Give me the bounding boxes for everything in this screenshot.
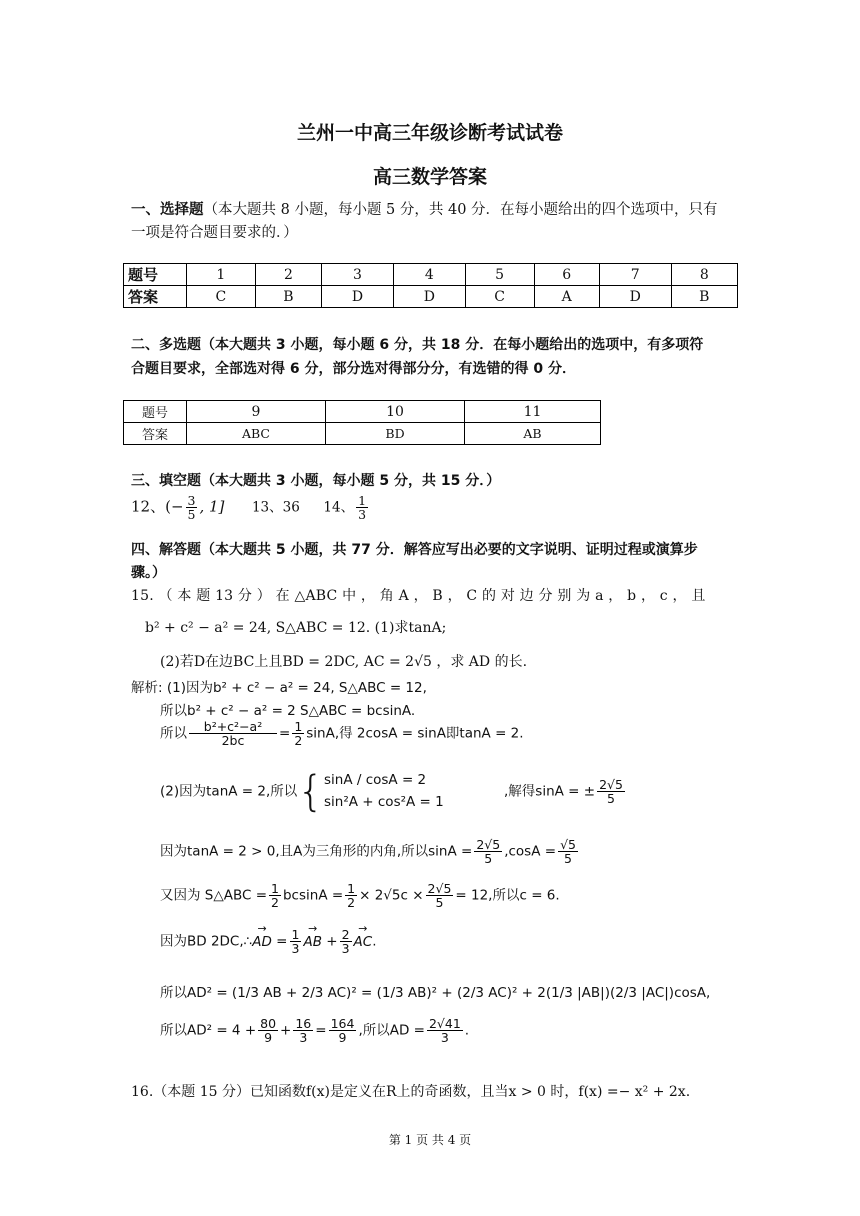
table-cell: 9 <box>187 401 326 423</box>
table-cell: 1 <box>187 264 256 286</box>
equation-system <box>324 770 474 813</box>
text: + <box>280 1022 292 1039</box>
table-cell: C <box>465 286 534 308</box>
vector: → AC <box>354 934 373 950</box>
fraction <box>269 882 281 909</box>
numerator: 1 <box>291 927 300 942</box>
page-title: 兰州一中高三年级诊断考试试卷 <box>296 122 563 144</box>
solution-line8: 所以AD² = (1/3 AB + 2/3 AC)² = (1/3 AB)² + (2/3 AC)² + 2(1/3 |AB|)(2/3 |AC|)cosA, <box>160 985 711 1001</box>
table-cell: ABC <box>187 423 326 445</box>
fraction <box>189 720 277 747</box>
fraction <box>293 1017 313 1044</box>
q13-answer: 13、36 <box>251 499 300 516</box>
section1-line1 <box>131 198 718 219</box>
denominator: 3 <box>440 1030 449 1046</box>
page-footer: 第 1 页 共 4 页 <box>388 1133 472 1147</box>
fraction <box>597 778 625 805</box>
text: = <box>315 1022 327 1039</box>
brace-glyph: { <box>297 766 324 816</box>
section2-line1: 二、多选题（本大题共 3 小题，每小题 6 分，共 18 分．在每小题给出的选项中，有多项符 <box>131 337 704 353</box>
table-cell: 8 <box>671 264 737 286</box>
equation: sinA / cosA = 2 <box>324 772 427 788</box>
vector: → AB <box>303 934 322 950</box>
denominator: 9 <box>264 1030 273 1046</box>
table-cell: B <box>255 286 321 308</box>
text: (2)因为tanA = 2,所以 <box>160 783 298 800</box>
text: ,所以AD = <box>358 1022 425 1039</box>
fraction <box>340 928 352 955</box>
solution-line3 <box>160 720 524 747</box>
row-label: 题号 <box>124 401 187 423</box>
section4-line1: 四、解答题（本大题共 5 小题，共 77 分．解答应写出必要的文字说明、证明过程或演算步 <box>131 542 698 558</box>
table-cell: 2 <box>255 264 321 286</box>
q12-fraction <box>186 494 198 521</box>
page-subtitle: 高三数学答案 <box>372 166 487 188</box>
table-cell: A <box>534 286 599 308</box>
table-row <box>124 286 738 308</box>
text: + <box>321 933 338 950</box>
solution-line4 <box>160 766 627 816</box>
multi-answer-table <box>123 400 601 445</box>
numerator: 1 <box>358 493 367 508</box>
solution-line9 <box>160 1017 469 1044</box>
text: ,解得sinA = ± <box>504 783 596 800</box>
numerator: 164 <box>330 1016 355 1031</box>
denominator: 2 <box>271 895 279 911</box>
fraction <box>290 928 302 955</box>
row-label: 答案 <box>124 286 187 308</box>
text: 所以 <box>160 725 187 742</box>
solution-line2: 所以b² + c² − a² = 2 S△ABC = bcsinA. <box>160 703 416 719</box>
solution-line5 <box>160 838 580 865</box>
denominator: 2bc <box>221 733 245 749</box>
numerator: 1 <box>294 719 303 734</box>
text: × 2√5c × <box>359 887 424 904</box>
vector: → AD <box>252 934 272 950</box>
row-label: 答案 <box>124 423 187 445</box>
numerator: 80 <box>260 1016 277 1031</box>
denominator: 5 <box>187 507 196 523</box>
denominator: 2 <box>294 733 303 749</box>
denominator: 5 <box>435 895 444 911</box>
numerator: 1 <box>347 881 356 896</box>
row-label: 题号 <box>124 264 187 286</box>
solution-line7 <box>160 928 376 955</box>
text: . <box>372 933 377 950</box>
text: = <box>279 725 291 742</box>
numerator: 1 <box>271 881 279 896</box>
denominator: 3 <box>299 1030 308 1046</box>
q14-label: 14、 <box>323 499 355 516</box>
section4-line2: 骤。） <box>131 565 166 581</box>
q15-stem-line2: b² + c² − a² = 24, S△ABC = 12. (1)求tanA; <box>145 620 447 636</box>
fraction <box>558 838 578 865</box>
table-cell: 4 <box>393 264 465 286</box>
denominator: 9 <box>338 1030 347 1046</box>
section2-line2: 合题目要求，全部选对得 6 分，部分选对得部分分，有选错的得 0 分． <box>131 361 576 377</box>
fraction <box>427 1017 463 1044</box>
fraction <box>345 882 357 909</box>
table-cell: 5 <box>465 264 534 286</box>
table-cell: AB <box>465 423 601 445</box>
section3-heading: 三、填空题（本大题共 3 小题，每小题 5 分，共 15 分．） <box>131 473 501 489</box>
fraction <box>292 720 304 747</box>
denominator: 3 <box>341 941 350 957</box>
equation: sin²A + cos²A = 1 <box>324 793 444 810</box>
denominator: 3 <box>291 941 300 957</box>
table-cell: D <box>393 286 465 308</box>
choice-answer-table <box>123 263 738 308</box>
numerator: 2√41 <box>428 1016 461 1031</box>
table-cell: D <box>599 286 671 308</box>
denominator: 5 <box>564 851 572 867</box>
q12-right: , 1] <box>199 497 225 516</box>
q15-stem-line1: 15. （ 本 题 13 分 ） 在 △ABC 中 ， 角 A ， B ， C 的 对 边 分 别 为 a ， b ， c ， 且 <box>131 588 706 604</box>
table-cell: BD <box>326 423 465 445</box>
denominator: 5 <box>484 851 493 867</box>
table-cell: 10 <box>326 401 465 423</box>
q16-stem: 16.（本题 15 分）已知函数f(x)是定义在R上的奇函数，且当x > 0 时，f(x) =− x² + 2x. <box>131 1084 691 1100</box>
text: 因为tanA = 2 > 0,且A为三角形的内角,所以sinA = <box>160 843 473 860</box>
denominator: 5 <box>607 791 615 807</box>
text: 因为BD 2DC,∴ <box>160 933 253 950</box>
table-row <box>124 264 738 286</box>
text: 又因为 S△ABC = <box>160 887 268 904</box>
q15-stem-line3: (2)若D在边BC上且BD = 2DC, AC = 2√5 ，求 AD 的长. <box>160 654 528 670</box>
numerator: 16 <box>295 1016 312 1031</box>
table-cell: 3 <box>322 264 394 286</box>
table-row <box>124 423 601 445</box>
fill-answers <box>131 494 370 521</box>
fraction <box>258 1017 278 1044</box>
text: 所以AD² = 4 + <box>160 1022 257 1039</box>
table-cell: 6 <box>534 264 599 286</box>
text: bcsinA = <box>282 887 344 904</box>
fraction <box>474 838 502 865</box>
numerator: √5 <box>560 837 576 852</box>
solution-line1: 解析: (1)因为b² + c² − a² = 24, S△ABC = 12, <box>131 680 427 696</box>
numerator: 2 <box>341 927 350 942</box>
numerator: 2√5 <box>599 776 623 792</box>
numerator: b²+c²−a² <box>189 720 277 734</box>
table-cell: D <box>322 286 394 308</box>
q12-label: 12、 <box>131 497 166 516</box>
table-row <box>124 401 601 423</box>
denominator: 2 <box>347 895 356 911</box>
numerator: 2√5 <box>476 837 501 852</box>
table-cell: C <box>187 286 256 308</box>
numerator: 2√5 <box>427 881 452 896</box>
table-cell: 11 <box>465 401 601 423</box>
section1-heading: 一、选择题 <box>131 202 204 218</box>
section1-desc2: 一项是符合题目要求的．） <box>131 225 298 241</box>
table-cell: 7 <box>599 264 671 286</box>
section1-desc1: （本大题共 8 小题，每小题 5 分，共 40 分．在每小题给出的四个选项中，只有 <box>203 202 718 218</box>
q14-fraction <box>356 494 368 521</box>
text: . <box>464 1022 470 1039</box>
fraction <box>426 882 454 909</box>
denominator: 3 <box>358 507 367 523</box>
q12-left: (− <box>165 497 184 516</box>
text: ,cosA = <box>504 843 557 860</box>
numerator: 3 <box>187 493 196 508</box>
text: = <box>271 933 288 950</box>
solution-line6 <box>160 882 560 909</box>
text: sinA,得 2cosA = sinA即tanA = 2. <box>306 725 524 742</box>
text: = 12,所以c = 6. <box>455 887 560 904</box>
table-cell: B <box>671 286 737 308</box>
fraction <box>329 1017 357 1044</box>
